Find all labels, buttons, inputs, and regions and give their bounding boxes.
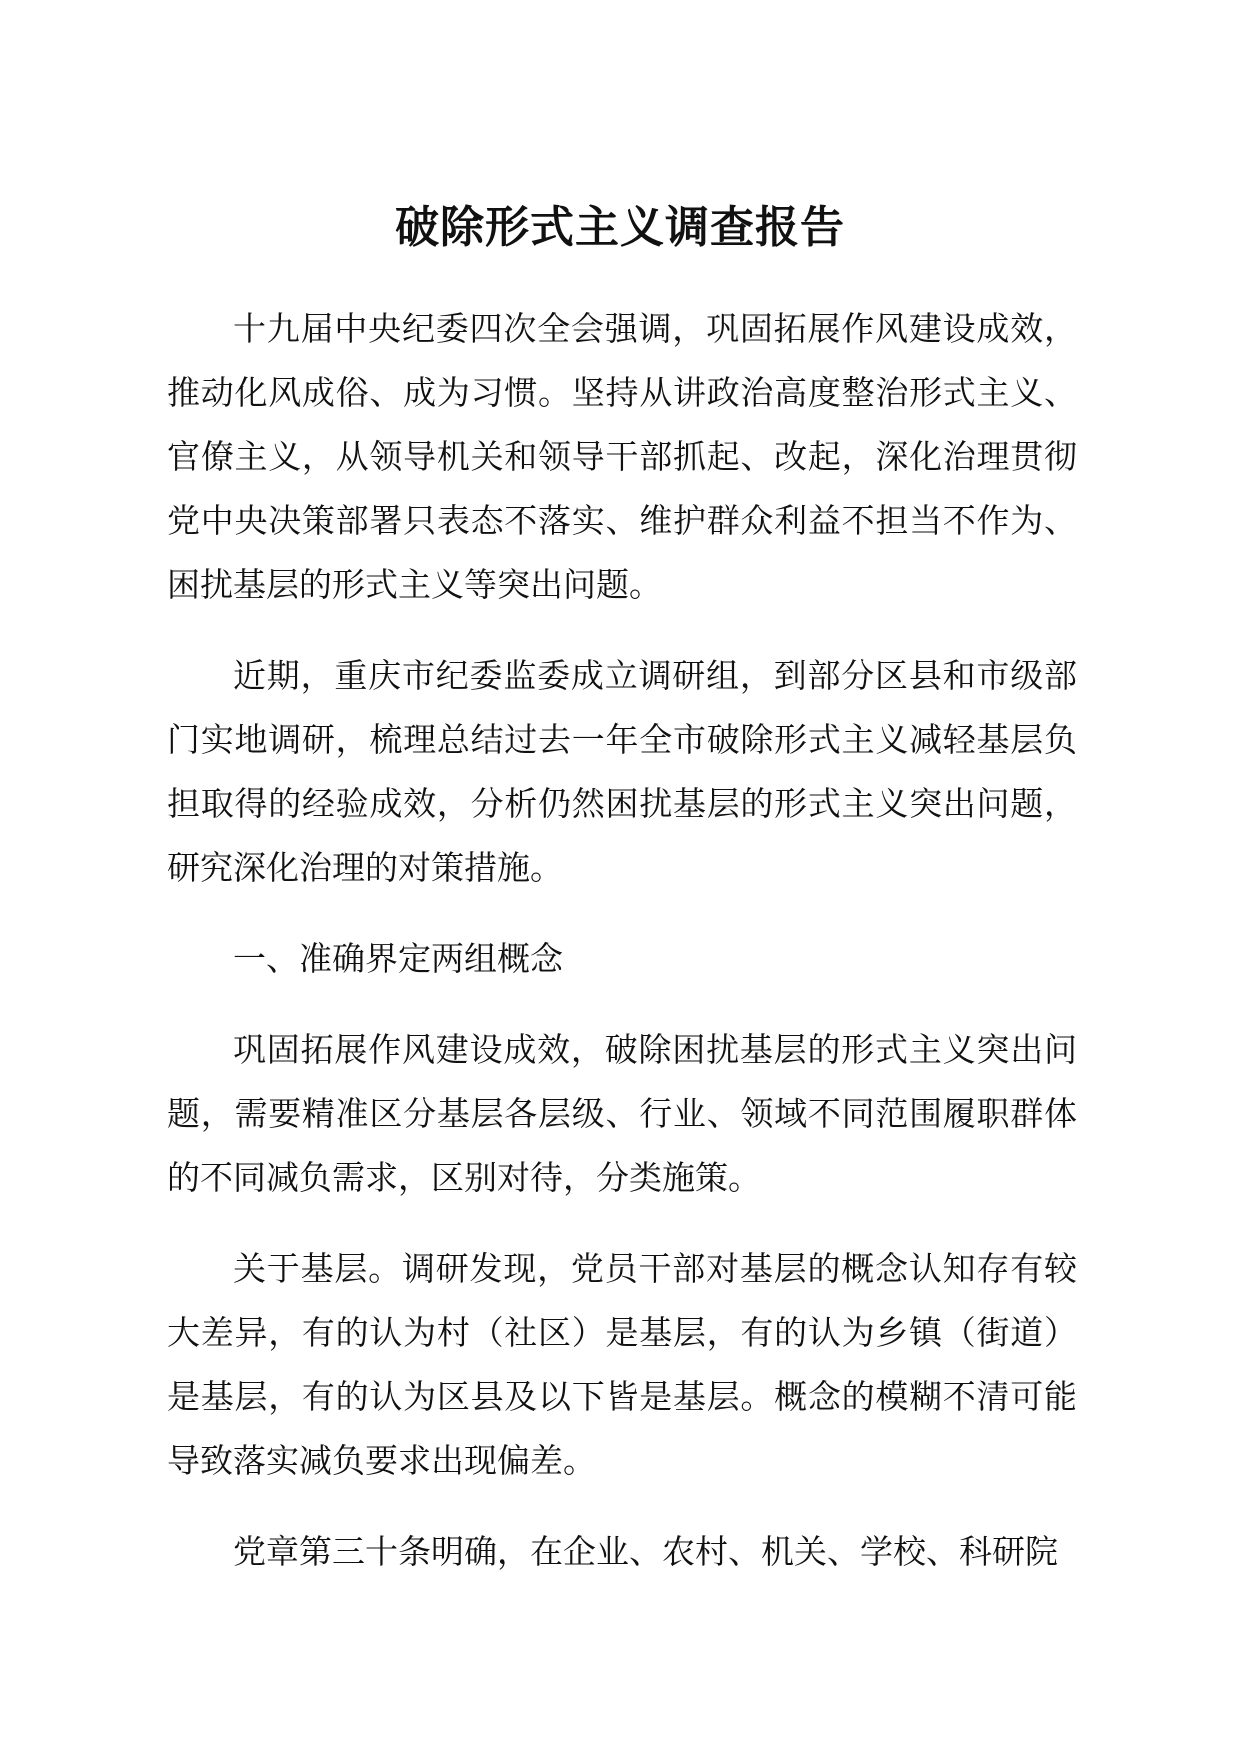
document-body (167, 297, 1077, 1611)
document-title: 破除形式主义调查报告 (395, 202, 845, 253)
paragraph-3: 巩固拓展作风建设成效，破除困扰基层的形式主义突出问题，需要精准区分基层各层级、行业、领域不同范围履职群体的不同减负需求，区别对待，分类施策。 (167, 1030, 1077, 1197)
paragraph-2: 近期，重庆市纪委监委成立调研组，到部分区县和市级部门实地调研，梳理总结过去一年全市破除形式主义减轻基层负担取得的经验成效，分析仍然困扰基层的形式主义突出问题，研究深化治理的对策措施。 (167, 656, 1077, 887)
paragraph-5: 党章第三十条明确，在企业、农村、机关、学校、科研院 (233, 1532, 1058, 1571)
paragraph-1: 十九届中央纪委四次全会强调，巩固拓展作风建设成效，推动化风成俗、成为习惯。坚持从讲政治高度整治形式主义、官僚主义，从领导机关和领导干部抓起、改起，深化治理贯彻党中央决策部署只表态不落实、维护群众利益不担当不作为、困扰基层的形式主义等突出问题。 (167, 309, 1077, 604)
paragraph-4: 关于基层。调研发现，党员干部对基层的概念认知存有较大差异，有的认为村（社区）是基层，有的认为乡镇（街道）是基层，有的认为区县及以下皆是基层。概念的模糊不清可能导致落实减负要求出现偏差。 (167, 1249, 1077, 1480)
section-heading-1: 一、准确界定两组概念 (233, 939, 563, 978)
